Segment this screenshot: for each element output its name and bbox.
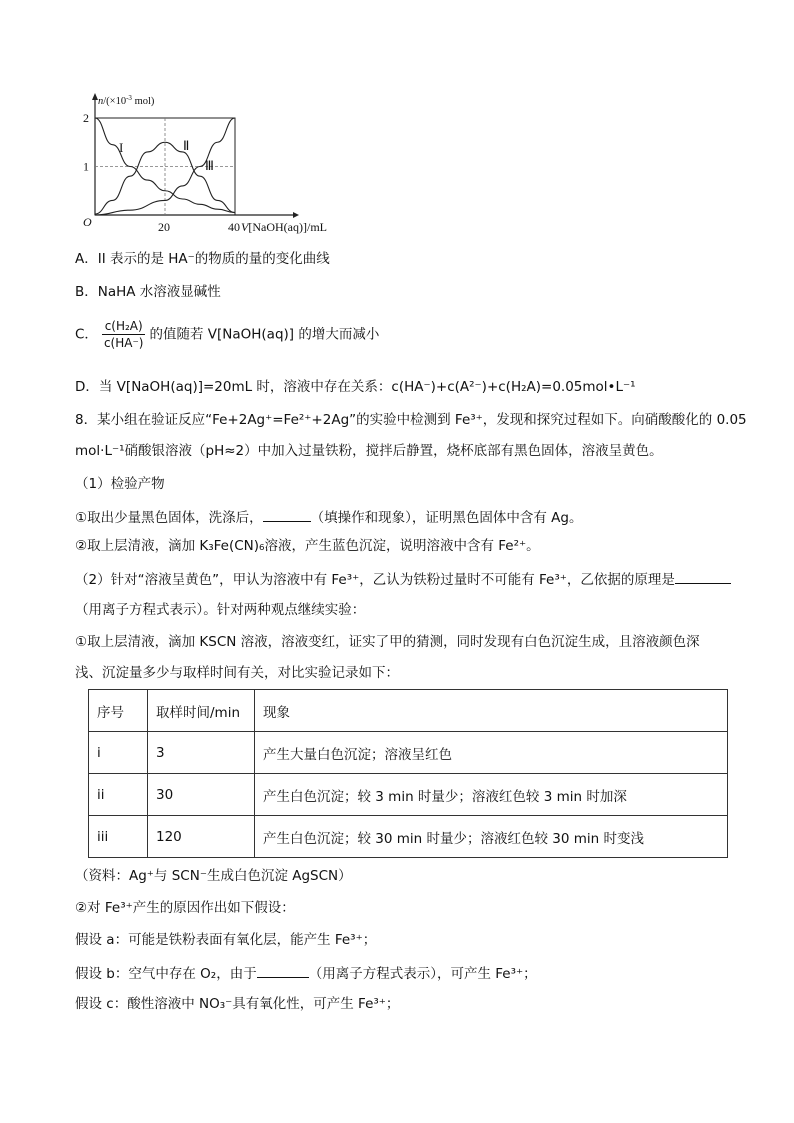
answer-blank-1 — [263, 507, 311, 522]
hypothesis-b: 假设 b：空气中存在 O₂，由于 （用离子方程式表示），可产生 Fe³⁺； — [75, 963, 537, 983]
chart-axes — [92, 93, 299, 218]
table-cell: i — [89, 732, 148, 774]
x-tick-label: 20 — [158, 220, 170, 234]
q8-part2-a-line1: ①取上层清液，滴加 KSCN 溶液，溶液变红，证实了甲的猜测，同时发现有白色沉淀生成，且溶液颜色深 — [75, 634, 700, 650]
table-cell: iii — [89, 816, 148, 858]
data-note: （资料：Ag⁺与 SCN⁻生成白色沉淀 AgSCN） — [75, 868, 352, 884]
option-b: B．NaHA 水溶液显碱性 — [75, 284, 221, 300]
table-row — [89, 732, 728, 774]
series-label-III: Ⅲ — [205, 158, 214, 173]
experiment-table — [88, 689, 728, 858]
q8-part2-a-line2: 浅、沉淀量多少与取样时间有关，对比实验记录如下： — [75, 665, 399, 681]
q8-part2-line2: （用离子方程式表示）。针对两种观点继续实验： — [75, 602, 366, 618]
option-a: A．II 表示的是 HA⁻的物质的量的变化曲线 — [75, 251, 330, 267]
table-row — [89, 816, 728, 858]
y-axis-label: $n/(\times 10^{-3}$ mol) — [98, 94, 155, 107]
option-c-fraction: $\frac{\text{c(H₂A)}}{c(HA^-)}$ — [103, 319, 144, 350]
answer-blank-3 — [257, 963, 309, 978]
table-cell: 产生白色沉淀；较 3 min 时量少；溶液红色较 3 min 时加深 — [255, 774, 728, 816]
table-header-cell: 序号 — [89, 690, 148, 732]
table-cell: 产生白色沉淀；较 30 min 时量少；溶液红色较 30 min 时变浅 — [255, 816, 728, 858]
answer-blank-2 — [675, 569, 731, 584]
q8-part1-title: （1）检验产物 — [75, 476, 165, 492]
table-header-row — [89, 690, 728, 732]
origin-label: O — [83, 215, 92, 229]
q8-part1-a: ①取出少量黑色固体，洗涤后， （填操作和现象），证明黑色固体中含有 Ag。 — [75, 507, 582, 527]
hypothesis-a: 假设 a：可能是铁粉表面有氧化层，能产生 Fe³⁺； — [75, 932, 377, 948]
y-tick-label: 2 — [83, 111, 89, 125]
table-header-cell: 现象 — [255, 690, 728, 732]
chart-labels — [83, 94, 327, 234]
q8-stem-line2: mol·L⁻¹硝酸银溶液（pH≈2）中加入过量铁粉，搅拌后静置，烧杯底部有黑色固体，溶液呈黄色。 — [75, 443, 663, 459]
series-label-I: I — [119, 140, 124, 155]
x-tick-label: 40 — [228, 220, 240, 234]
table-cell: 产生大量白色沉淀；溶液呈红色 — [255, 732, 728, 774]
hypothesis-c: 假设 c：酸性溶液中 NO₃⁻具有氧化性，可产生 Fe³⁺； — [75, 996, 400, 1012]
table-cell: 3 — [148, 732, 255, 774]
option-d: D．当 V[NaOH(aq)]=20mL 时，溶液中存在关系：c(HA⁻)+c(A²⁻)+c(H₂A)=0.05mol•L⁻¹ — [75, 379, 636, 395]
series-label-II: Ⅱ — [183, 138, 190, 153]
q8-part2-b: ②对 Fe³⁺产生的原因作出如下假设： — [75, 900, 295, 916]
table-cell: 120 — [148, 816, 255, 858]
x-axis-arrow — [293, 212, 299, 218]
table-row — [89, 774, 728, 816]
table-cell: ii — [89, 774, 148, 816]
option-c: C． $\frac{\text{c(H₂A)}}{c(HA^-)}$ 的值随若 V[NaOH(aq)] 的增大而减小 — [75, 319, 380, 350]
x-axis-label: V[NaOH(aq)]/mL — [241, 220, 327, 234]
titration-chart — [75, 88, 365, 238]
table-cell: 30 — [148, 774, 255, 816]
y-tick-label: 1 — [83, 159, 89, 174]
q8-part1-b: ②取上层清液，滴加 K₃Fe(CN)₆溶液，产生蓝色沉淀，说明溶液中含有 Fe²⁺。 — [75, 538, 540, 554]
q8-part2-line1: （2）针对“溶液呈黄色”，甲认为溶液中有 Fe³⁺，乙认为铁粉过量时不可能有 Fe³⁺，乙依据的原理是 — [75, 569, 731, 589]
q8-stem-line1: 8．某小组在验证反应“Fe+2Ag⁺=Fe²⁺+2Ag”的实验中检测到 Fe³⁺，发现和探究过程如下。向硝酸酸化的 0.05 — [75, 412, 747, 428]
table-header-cell: 取样时间/min — [148, 690, 255, 732]
